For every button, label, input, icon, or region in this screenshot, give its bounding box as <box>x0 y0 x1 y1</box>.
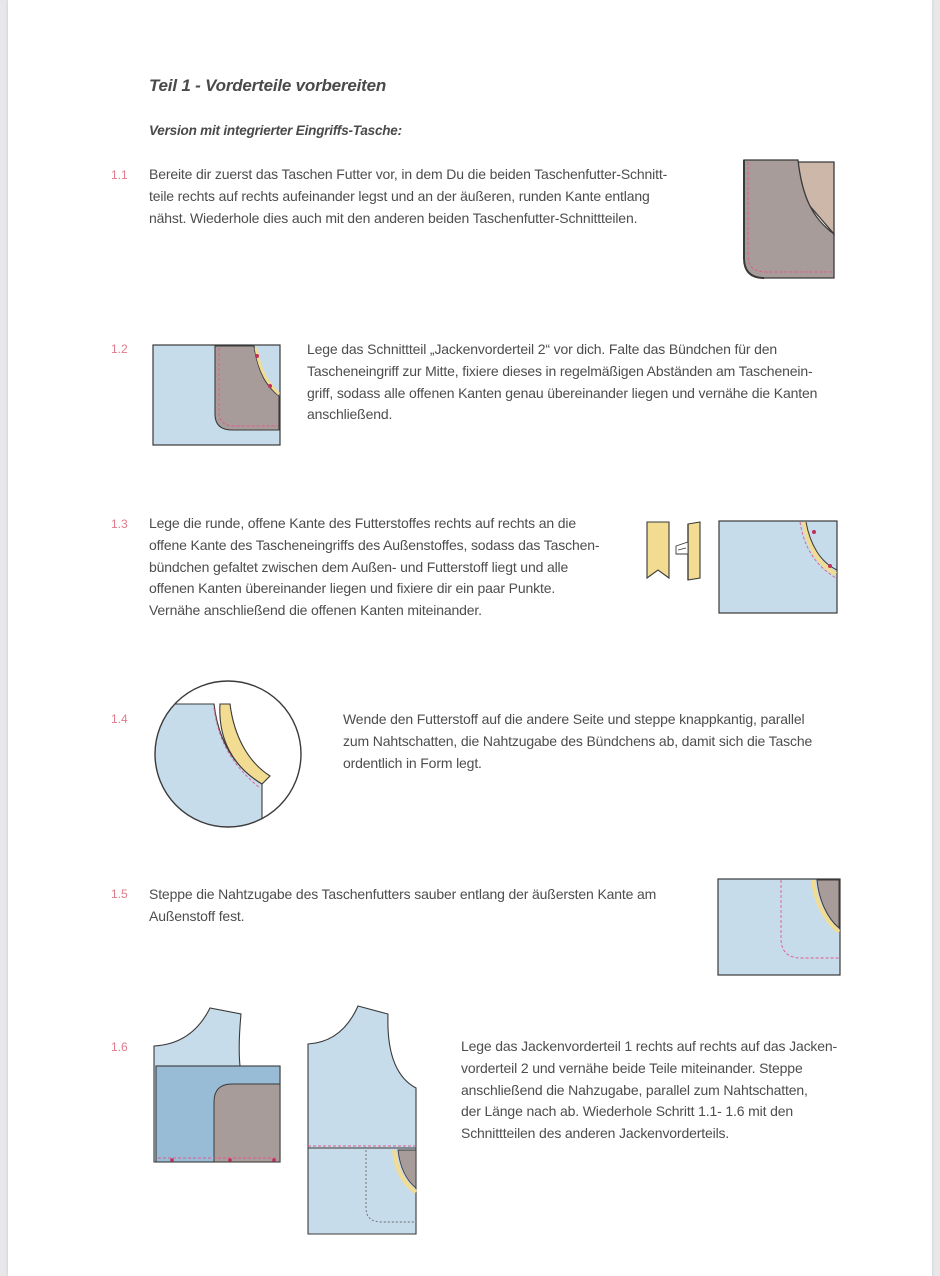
text-line: griff, sodass alle offenen Kanten genau übereinander liegen und vernähe die Kanten <box>307 384 818 401</box>
jacket-front-pieces-joined-illustration <box>152 1002 282 1164</box>
text-line: bündchen gefaltet zwischen dem Außen- und Futterstoff liegt und alle <box>149 558 569 575</box>
text-line: anschließend. <box>307 406 393 423</box>
front-piece-seam-illustration <box>718 520 840 616</box>
text-line: Außenstoff fest. <box>149 907 245 924</box>
text-line: Bereite dir zuerst das Taschen Futter vor, in dem Du die beiden Taschenfutter-Schnitt- <box>149 166 668 182</box>
step-number-1-1: 1.1 <box>111 168 128 182</box>
topstitch-detail-illustration <box>152 678 304 830</box>
text-line: Lege das Schnittteil „Jackenvorderteil 2“ vor dich. Falte das Bündchen für den <box>307 341 778 357</box>
step-text-1-6 <box>461 1036 837 1145</box>
jacket-front-finished-illustration <box>306 1002 420 1238</box>
text-line: Schnittteilen des anderen Jackenvorderteils. <box>461 1125 730 1142</box>
section-title: Teil 1 - Vorderteile vorbereiten <box>149 76 387 95</box>
text-line: anschließend die Nahzugabe, parallel zum Nahtschatten, <box>461 1081 808 1098</box>
cuff-strip-illustration <box>646 520 706 582</box>
text-line: Lege das Jackenvorderteil 1 rechts auf rechts auf das Jacken- <box>461 1038 838 1054</box>
text-line: Vernähe anschließend die offenen Kanten miteinander. <box>149 602 482 619</box>
pocket-lining-illustration <box>742 156 838 282</box>
front-piece-with-pocket-illustration <box>152 344 284 448</box>
step-number-1-6: 1.6 <box>111 1040 128 1054</box>
text-line: vorderteil 2 und vernähe beide Teile miteinander. Steppe <box>461 1059 803 1076</box>
text-line: Wende den Futterstoff auf die andere Seite und steppe knappkantig, parallel <box>343 711 805 727</box>
text-line: zum Nahtschatten, die Nahtzugabe des Bündchens ab, damit sich die Tasche <box>343 732 813 749</box>
step-number-1-3: 1.3 <box>111 517 128 531</box>
text-line: teile rechts auf rechts aufeinander legst und an der äußeren, runden Kante entlang <box>149 187 650 204</box>
step-text-1-2 <box>307 339 817 426</box>
instruction-page <box>8 0 932 1276</box>
text-line: offenen Kanten übereinander liegen und fixiere dir ein paar Punkte. <box>149 580 556 597</box>
text-line: der Länge nach ab. Wiederhole Schritt 1.1- 1.6 mit den <box>461 1103 793 1120</box>
text-line: nähst. Wiederhole dies auch mit den anderen beiden Taschenfutter-Schnittteilen. <box>149 209 638 226</box>
pocket-lining-topstitch-illustration <box>717 878 843 978</box>
text-line: Lege die runde, offene Kante des Futterstoffes rechts auf rechts an die <box>149 515 577 531</box>
step-text-1-3 <box>149 513 599 622</box>
step-number-1-4: 1.4 <box>111 712 128 726</box>
section-subtitle: Version mit integrierter Eingriffs-Tasche: <box>149 123 402 138</box>
step-number-1-2: 1.2 <box>111 342 128 356</box>
step-text-1-4 <box>343 709 812 774</box>
text-line: offene Kante des Tascheneingriffs des Außenstoffes, sodass das Taschen- <box>149 536 600 553</box>
text-line: ordentlich in Form legt. <box>343 754 482 771</box>
text-line: Steppe die Nahtzugabe des Taschenfutters sauber entlang der äußersten Kante am <box>149 886 657 902</box>
text-line: Tascheneingriff zur Mitte, fixiere dieses in regelmäßigen Abständen am Taschenein- <box>307 362 813 379</box>
step-number-1-5: 1.5 <box>111 887 128 901</box>
step-text-1-1 <box>149 164 667 229</box>
step-text-1-5 <box>149 884 656 928</box>
